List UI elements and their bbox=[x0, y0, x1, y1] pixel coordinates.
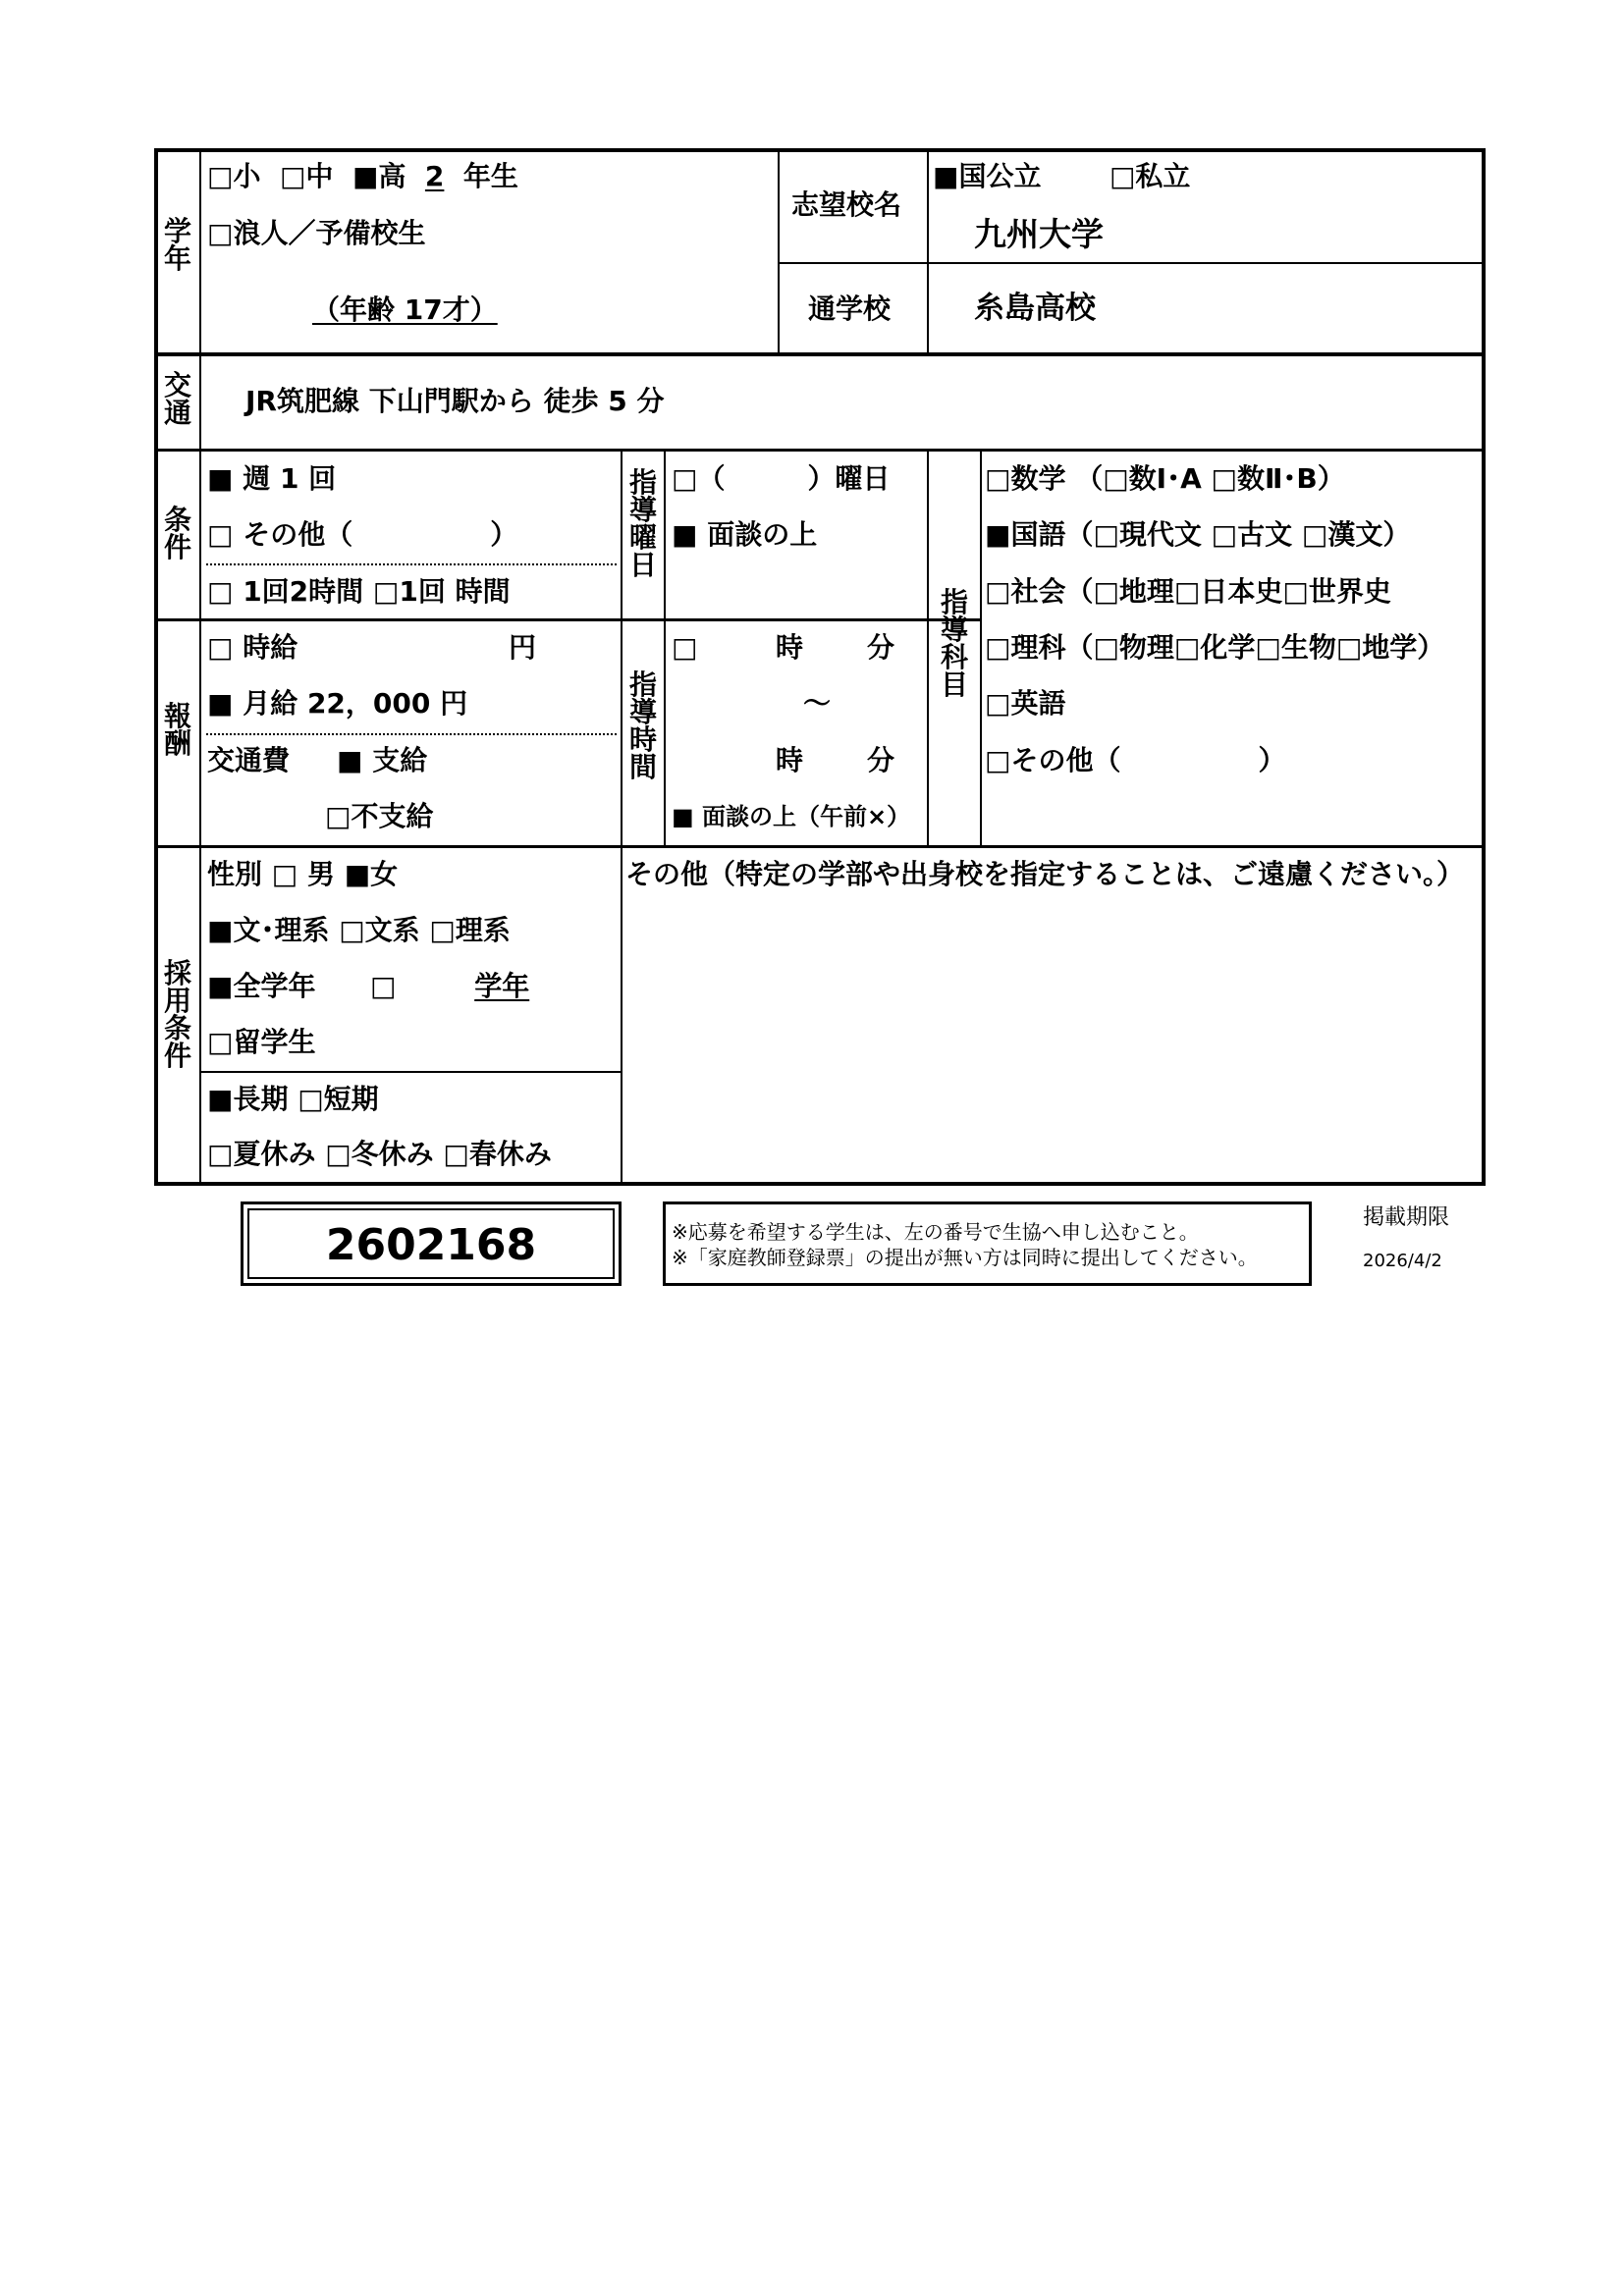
gender-options[interactable]: 性別 □ 男 ■女 bbox=[207, 858, 399, 890]
elementary-checkbox[interactable]: □小 bbox=[207, 160, 261, 192]
grade-number: 2 bbox=[424, 160, 445, 192]
subject-math[interactable]: □数学 （□数Ⅰ･A □数Ⅱ･B） bbox=[985, 462, 1345, 495]
subject-social[interactable]: □社会（□地理□日本史□世界史 bbox=[985, 575, 1391, 608]
notice-box bbox=[663, 1201, 1312, 1286]
listing-number: 2602168 bbox=[325, 1220, 537, 1270]
subject-science[interactable]: □理科（□物理□化学□生物□地学） bbox=[985, 631, 1445, 664]
specific-grade-label: 学年 bbox=[474, 970, 530, 1002]
end-minute-label: 分 bbox=[867, 744, 895, 776]
monthly-pay-checkbox[interactable]: ■ 月給 22，000 円 bbox=[207, 687, 468, 720]
grade-suffix: 年生 bbox=[462, 160, 518, 192]
ronin-checkbox[interactable]: □浪人／予備校生 bbox=[207, 217, 426, 249]
hourly-pay-checkbox[interactable]: □ 時給 bbox=[207, 631, 298, 664]
time-interview-checkbox[interactable]: ■ 面談の上（午前×） bbox=[672, 803, 911, 830]
teaching-days-header: 指 導 曜 日 bbox=[628, 466, 657, 581]
target-school-types bbox=[933, 161, 1190, 192]
conditions-header: 条 件 bbox=[163, 504, 191, 563]
subject-english[interactable]: □英語 bbox=[985, 687, 1066, 720]
notice-line-1: ※応募を希望する学生は、左の番号で生協へ申し込むこと。 bbox=[672, 1220, 1199, 1244]
public-school-checkbox[interactable]: ■国公立 bbox=[933, 160, 1042, 192]
day-of-week-checkbox[interactable]: □（ ）曜日 bbox=[672, 462, 891, 495]
grade-header: 学 年 bbox=[163, 215, 191, 275]
transport-fee-label: 交通費 bbox=[207, 744, 291, 776]
other-frequency-checkbox[interactable]: □ その他（ ） bbox=[207, 518, 518, 551]
grade-line-1 bbox=[207, 161, 518, 192]
intl-student-checkbox[interactable]: □留学生 bbox=[207, 1026, 316, 1058]
specific-grade-checkbox[interactable]: □ bbox=[369, 970, 397, 1002]
start-hour-label: 時 bbox=[776, 631, 804, 664]
subject-japanese[interactable]: ■国語（□現代文 □古文 □漢文） bbox=[985, 518, 1411, 551]
holiday-options[interactable]: □夏休み □冬休み □春休み bbox=[207, 1138, 552, 1170]
hours-per-session[interactable]: □ 1回2時間 □1回 時間 bbox=[207, 575, 511, 608]
middle-checkbox[interactable]: □中 bbox=[279, 160, 334, 192]
subject-other[interactable]: □その他（ ） bbox=[985, 744, 1286, 776]
term-options[interactable]: ■長期 □短期 bbox=[207, 1083, 379, 1115]
transport-text: JR筑肥線 下山門駅から 徒歩 5 分 bbox=[245, 385, 665, 417]
hourly-pay-unit: 円 bbox=[509, 631, 537, 664]
high-checkbox[interactable]: ■高 bbox=[352, 160, 406, 192]
deadline-label: 掲載期限 bbox=[1363, 1205, 1450, 1230]
notes-label: その他（特定の学部や出身校を指定することは、ご遠慮ください。） bbox=[625, 858, 1465, 890]
start-time-checkbox[interactable]: □ bbox=[672, 631, 698, 664]
field-options[interactable]: ■文･理系 □文系 □理系 bbox=[207, 914, 511, 946]
current-school-name: 糸島高校 bbox=[974, 291, 1096, 326]
transport-header: 交 通 bbox=[163, 369, 191, 429]
weekly-checkbox[interactable]: ■ 週 1 回 bbox=[207, 462, 337, 495]
transport-paid-checkbox[interactable]: ■ 支給 bbox=[337, 744, 428, 776]
time-range-tilde: ～ bbox=[803, 687, 832, 720]
subjects-header: 指 導 科 目 bbox=[940, 586, 968, 701]
start-minute-label: 分 bbox=[867, 631, 895, 664]
grade-options bbox=[207, 971, 529, 1002]
target-school-name: 九州大学 bbox=[974, 215, 1104, 253]
teaching-time-header: 指 導 時 間 bbox=[628, 668, 657, 783]
pay-header: 報 酬 bbox=[163, 700, 191, 760]
days-interview-checkbox[interactable]: ■ 面談の上 bbox=[672, 518, 818, 551]
notice-line-2: ※「家庭教師登録票」の提出が無い方は同時に提出してください。 bbox=[672, 1246, 1258, 1269]
end-hour-label: 時 bbox=[776, 744, 804, 776]
target-school-label: 志望校名 bbox=[791, 188, 902, 221]
transport-unpaid-checkbox[interactable]: □不支給 bbox=[325, 800, 434, 832]
deadline-date: 2026/4/2 bbox=[1363, 1251, 1442, 1271]
all-grades-checkbox[interactable]: ■全学年 bbox=[207, 970, 316, 1002]
current-school-label: 通学校 bbox=[808, 293, 892, 325]
listing-number-box bbox=[241, 1201, 622, 1286]
student-age: （年齢 17才） bbox=[312, 294, 498, 326]
private-school-checkbox[interactable]: □私立 bbox=[1109, 160, 1191, 192]
hiring-header: 採 用 条 件 bbox=[163, 957, 191, 1072]
